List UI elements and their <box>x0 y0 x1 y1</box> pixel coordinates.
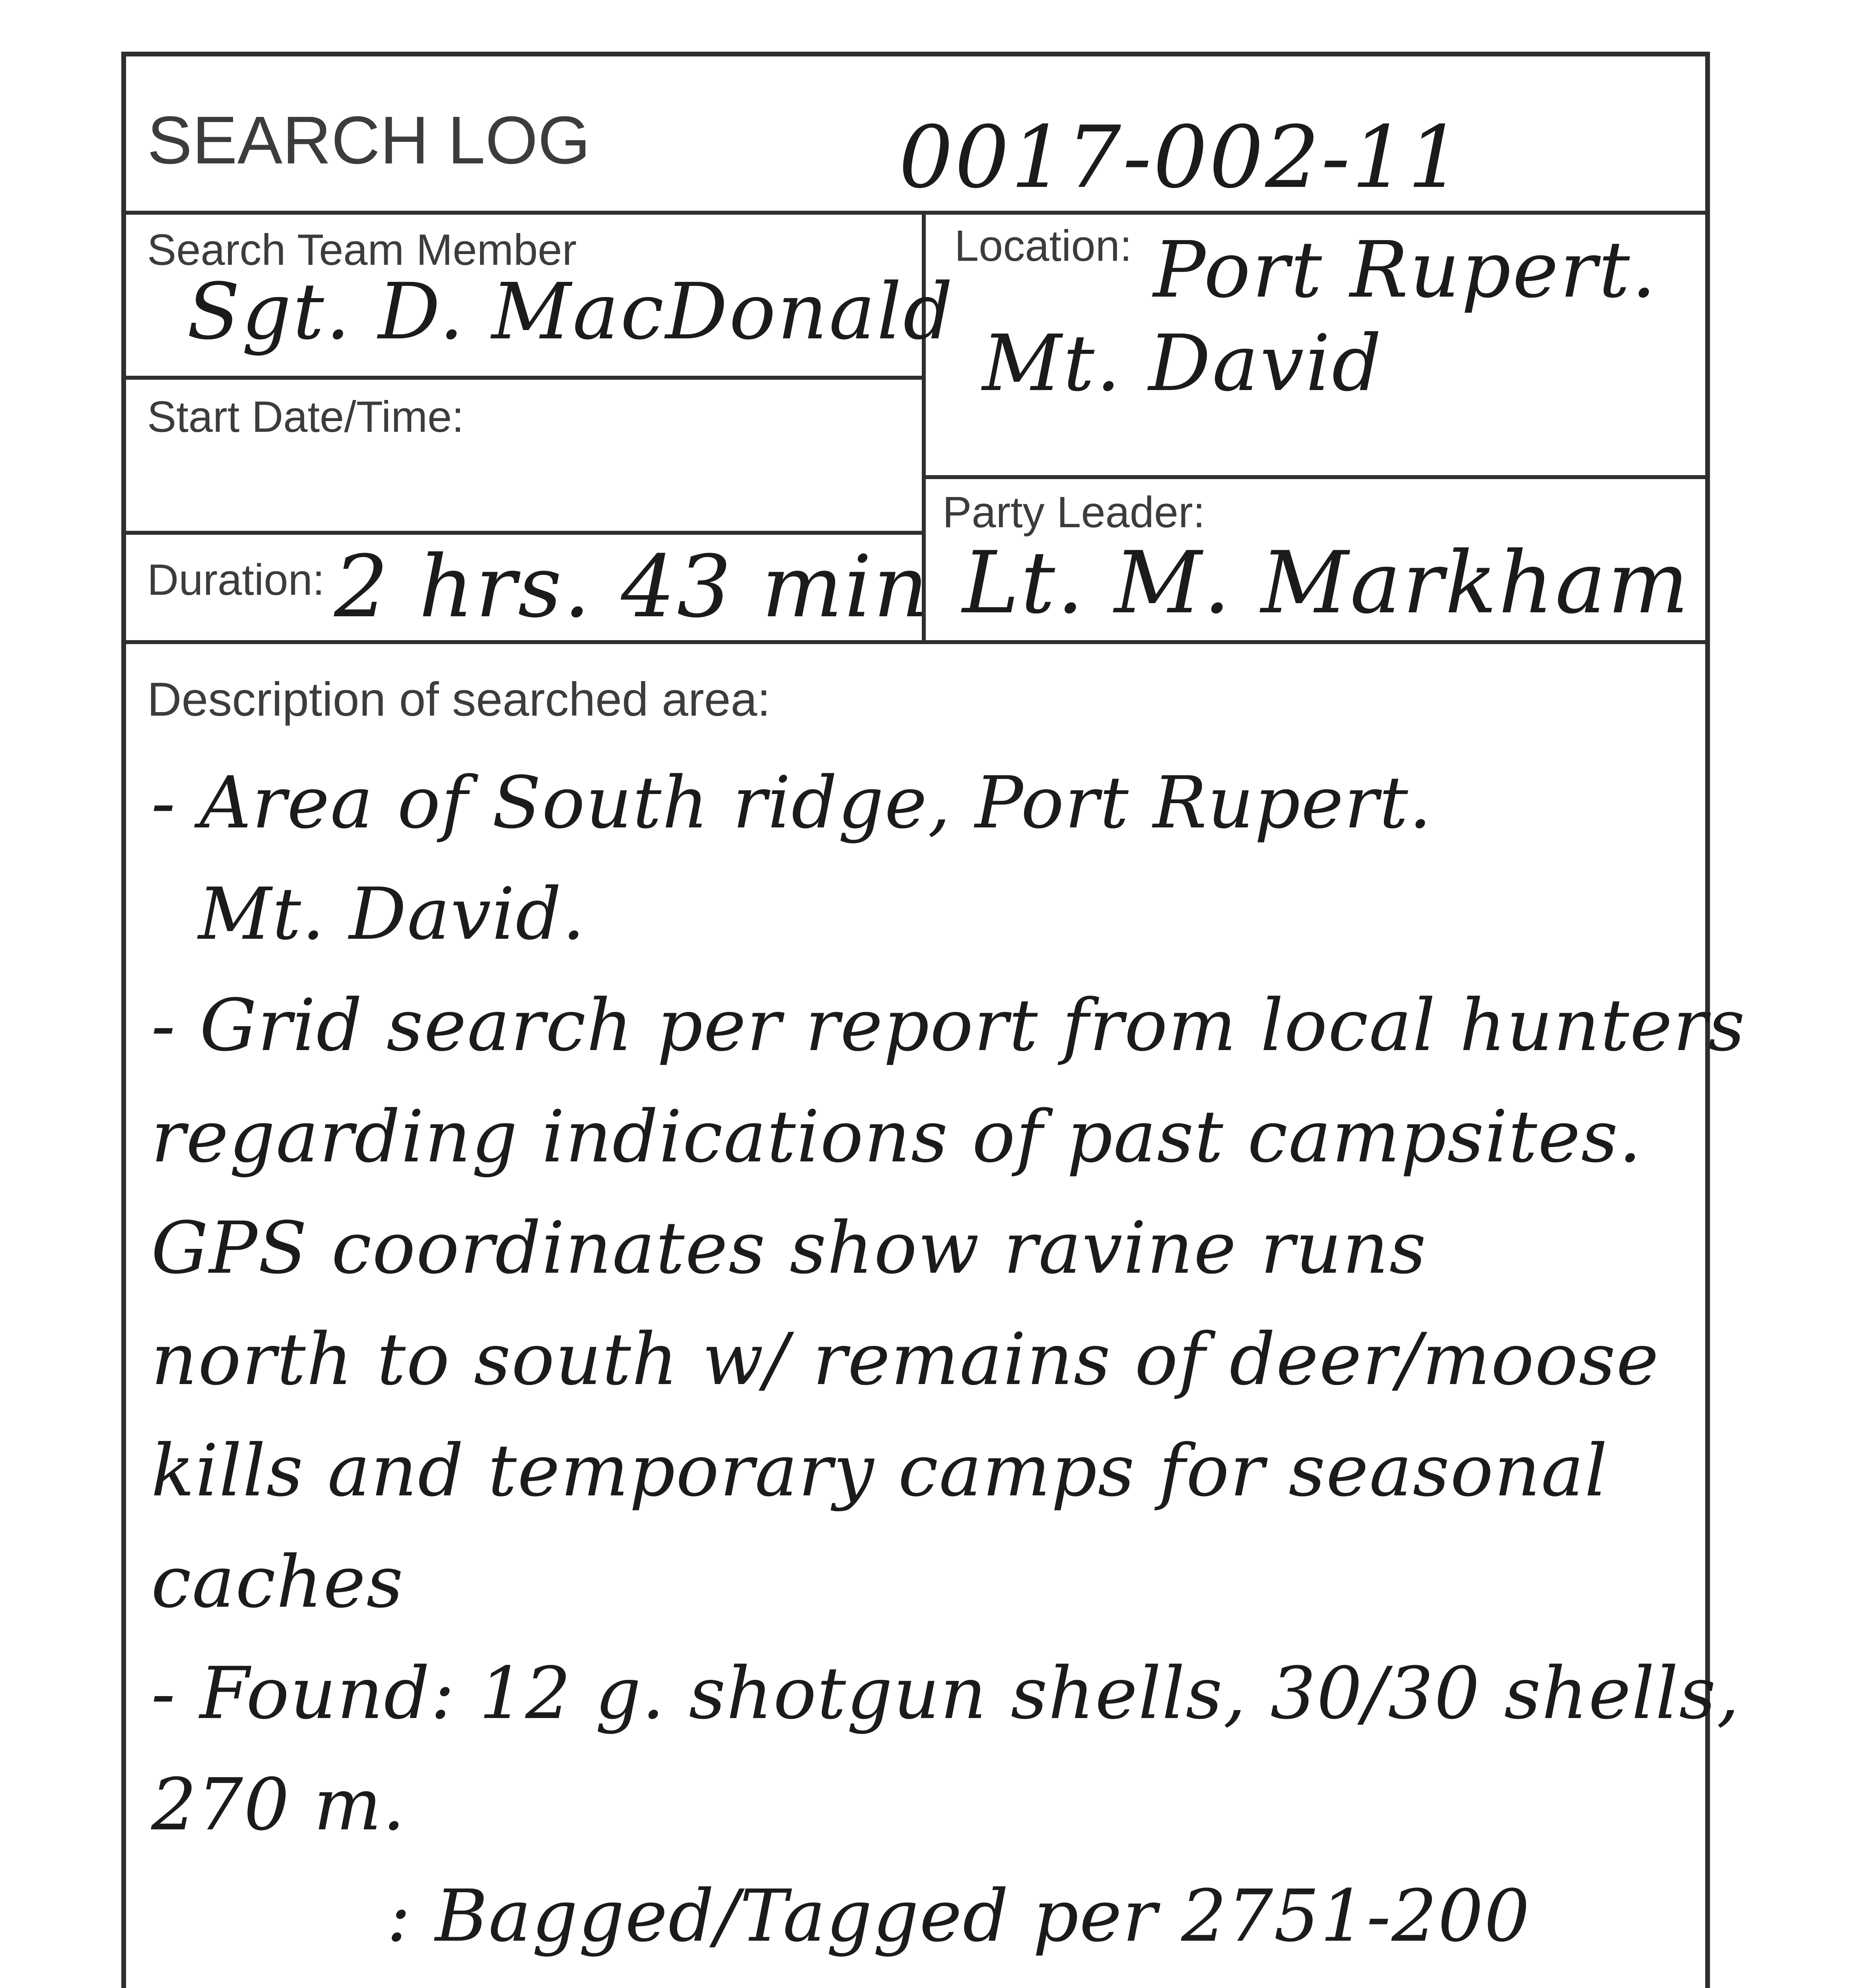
description-line: : Bagged/Tagged per 2751-200 <box>151 1875 1531 1958</box>
description-line: north to south w/ remains of deer/moose <box>151 1318 1659 1401</box>
search-team-member-value: Sgt. D. MacDonald <box>187 266 955 357</box>
start-datetime-label: Start Date/Time: <box>147 392 464 441</box>
location-label: Location: <box>954 221 1132 270</box>
description-line: regarding indications of past campsites. <box>151 1095 1642 1178</box>
duration-value: 2 hrs. 43 min <box>334 537 930 637</box>
duration-label: Duration: <box>147 555 325 604</box>
search-team-member-label: Search Team Member <box>147 225 577 274</box>
description-line: - Area of South ridge, Port Rupert. <box>151 761 1433 845</box>
divider-header <box>121 211 1710 215</box>
divider-description <box>121 640 1710 644</box>
description-line: - Grid search per report from local hunters <box>151 984 1746 1067</box>
description-text <box>151 747 1746 1972</box>
description-label: Description of searched area: <box>147 673 771 726</box>
divider-member <box>121 376 925 380</box>
location-value-line1: Port Rupert. <box>1153 225 1658 315</box>
location-value-line2: Mt. David <box>982 318 1383 408</box>
description-line: Mt. David. <box>151 873 586 956</box>
divider-location <box>922 475 1710 479</box>
divider-start <box>121 531 925 535</box>
description-line: GPS coordinates show ravine runs <box>151 1207 1427 1290</box>
description-line: kills and temporary camps for seasonal <box>151 1429 1609 1512</box>
description-line: - Found: 12 g. shotgun shells, 30/30 shells, <box>151 1652 1740 1735</box>
description-line: 270 m. <box>151 1763 406 1846</box>
file-number: 0017-002-11 <box>899 107 1464 207</box>
description-line: caches <box>151 1541 404 1624</box>
form-title: SEARCH LOG <box>147 103 591 178</box>
party-leader-value: Lt. M. Markham <box>962 533 1690 633</box>
party-leader-label: Party Leader: <box>942 488 1205 537</box>
